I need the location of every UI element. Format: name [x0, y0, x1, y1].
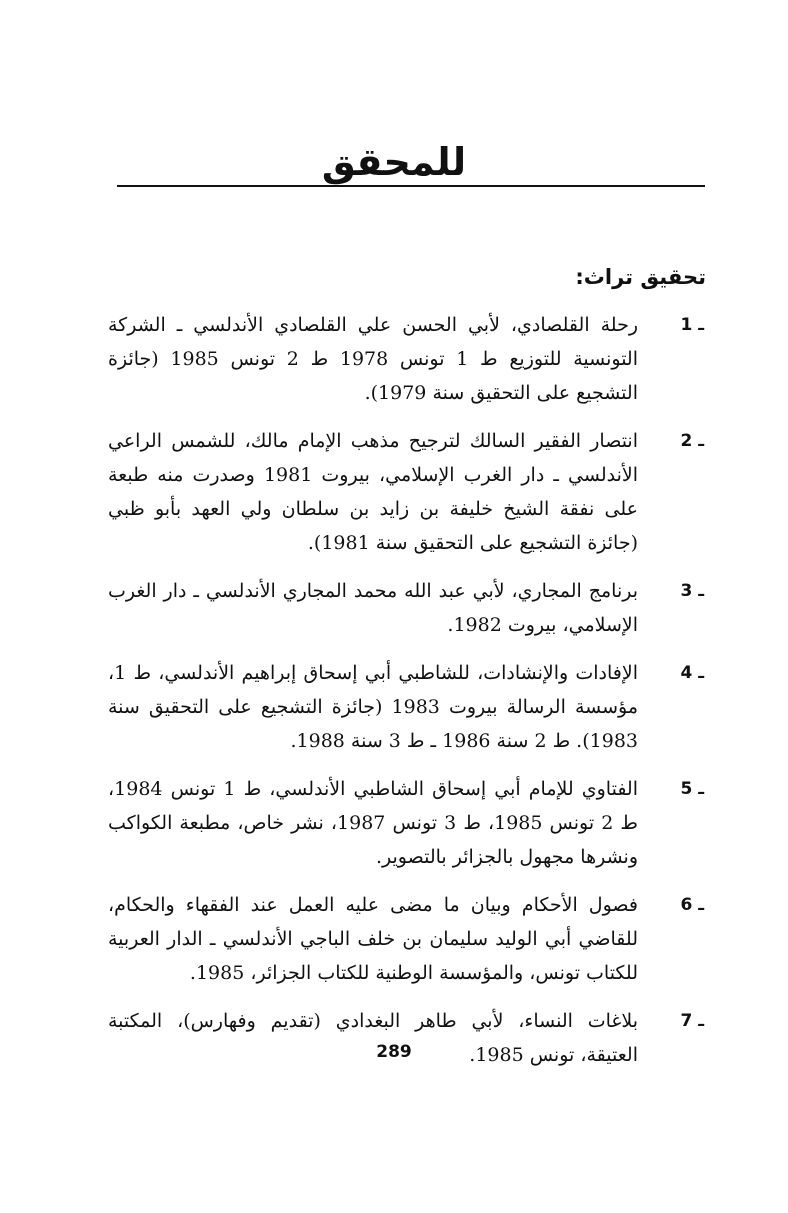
entry-text: انتصار الفقير السالك لترجيح مذهب الإمام مالك، للشمس الراعي الأندلسي ـ دار الغرب الإسلامي، بيروت 1981 وصدرت منه طبعة على نفقة الشيخ خليفة بن زايد بن سلطان ولي العهد بأبو ظبي (جائزة التشجيع على التحقيق سنة 1981).	[108, 430, 638, 554]
entry-number: 1 ـ	[680, 315, 704, 335]
list-item	[108, 772, 708, 874]
list-item	[108, 308, 708, 410]
entry-text: الإفادات والإنشادات، للشاطبي أبي إسحاق إبراهيم الأندلسي، ط 1، مؤسسة الرسالة بيروت 1983 (جائزة التشجيع على التحقيق سنة 1983). ط 2 سنة 1986 ـ ط 3 سنة 1988.	[108, 662, 638, 752]
entry-number: 6 ـ	[680, 895, 704, 915]
entry-number: 7 ـ	[680, 1011, 704, 1031]
entry-text: رحلة القلصادي، لأبي الحسن علي القلصادي الأندلسي ـ الشركة التونسية للتوزيع ط 1 تونس 1978 ط 2 تونس 1985 (جائزة التشجيع على التحقيق سنة 1979).	[108, 314, 639, 404]
title-divider	[117, 185, 705, 187]
page-number: 289	[376, 1042, 412, 1062]
page-title: للمحقق	[321, 140, 467, 184]
entry-number: 5 ـ	[680, 779, 704, 799]
list-item	[108, 888, 708, 990]
list-item	[108, 574, 708, 642]
list-item	[108, 656, 708, 758]
entry-text: بلاغات النساء، لأبي طاهر البغدادي (تقديم وفهارس)، المكتبة العتيقة، تونس 1985.	[108, 1010, 638, 1066]
entry-number: 4 ـ	[680, 663, 704, 683]
list-item	[108, 424, 708, 560]
entry-text: الفتاوي للإمام أبي إسحاق الشاطبي الأندلسي، ط 1 تونس 1984، ط 2 تونس 1985، ط 3 تونس 1987، نشر خاص، مطبعة الكواكب ونشرها مجهول بالجزائر بالتصوير.	[108, 778, 638, 868]
entry-list	[108, 308, 708, 1086]
entry-text: فصول الأحكام وبيان ما مضى عليه العمل عند الفقهاء والحكام، للقاضي أبي الوليد سليمان بن خلف الباجي الأندلسي ـ الدار العربية للكتاب تونس، والمؤسسة الوطنية للكتاب الجزائر، 1985.	[108, 894, 638, 984]
entry-number: 2 ـ	[680, 431, 704, 451]
section-heading: تحقيق تراث:	[575, 265, 706, 289]
entry-text: برنامج المجاري، لأبي عبد الله محمد المجاري الأندلسي ـ دار الغرب الإسلامي، بيروت 1982.	[108, 580, 638, 636]
entry-number: 3 ـ	[680, 581, 704, 601]
